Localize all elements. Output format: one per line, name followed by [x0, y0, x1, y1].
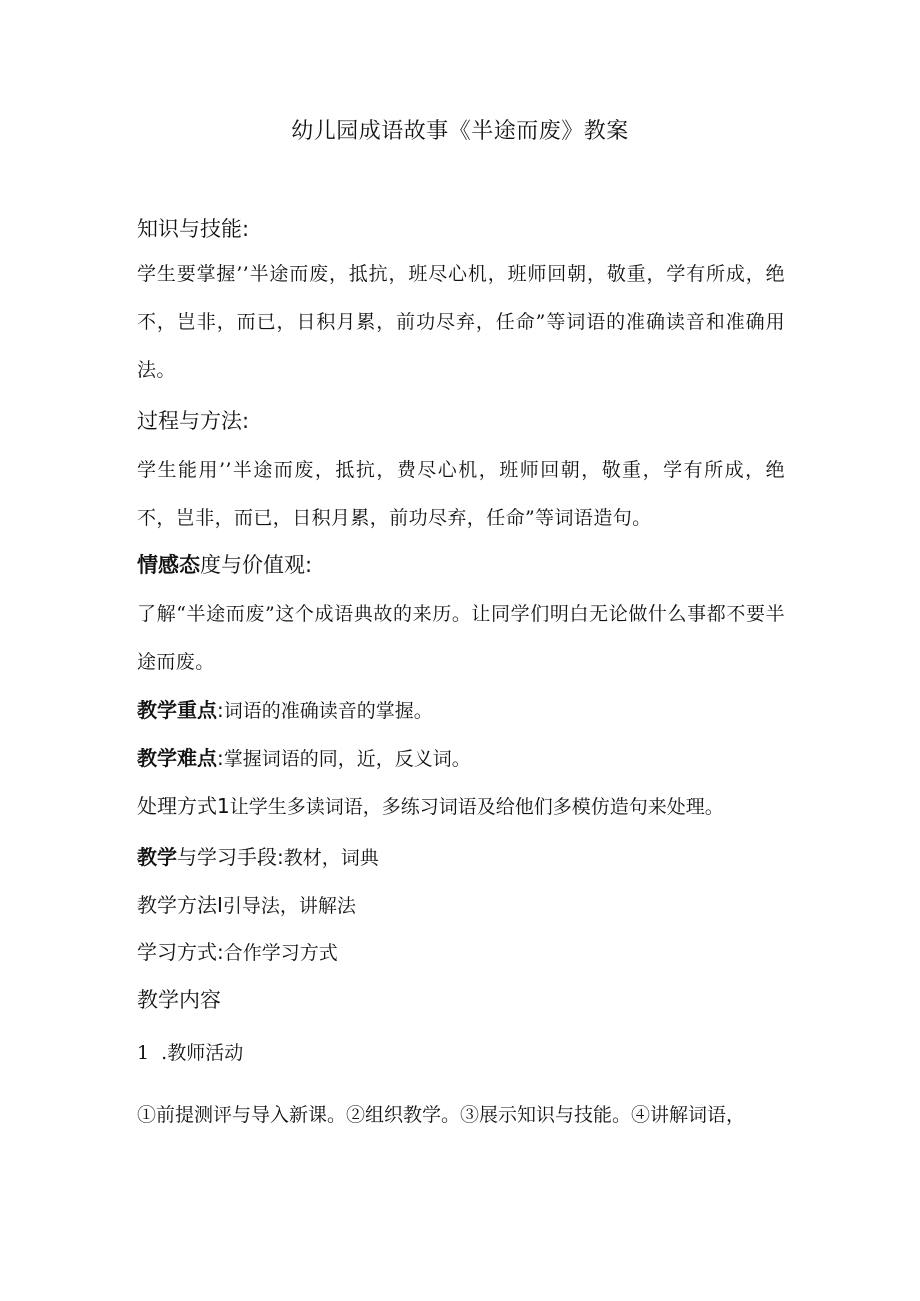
- emotion-heading-rest: 度与价值观:: [200, 553, 313, 577]
- handling-value: 让学生多读词语，多练习词语及给他们多模仿造句来处理。: [229, 796, 724, 818]
- means-block: [137, 842, 785, 873]
- content-heading: 教学内容: [137, 988, 221, 1012]
- process-heading-block: [137, 406, 785, 436]
- difficulty-block: [137, 743, 785, 774]
- difficulty-label: 教学难点:: [137, 746, 224, 770]
- emotion-heading: [137, 550, 785, 580]
- emotion-body: 了解“半途而废”这个成语典故的来历。让同学们明白无论做什么事都不要半途而废。: [137, 603, 785, 673]
- method-line: [137, 890, 785, 921]
- study-line: [137, 937, 785, 968]
- teacher-activity-label: 1 .教师活动: [137, 1042, 244, 1064]
- key-point-block: [137, 695, 785, 726]
- knowledge-body-block: [137, 250, 785, 394]
- key-point-line: [137, 695, 785, 726]
- handling-label: 处理方式1: [137, 794, 230, 818]
- teacher-activity-steps-block: [137, 1100, 785, 1130]
- process-body: 学生能用’’半途而废，抵抗，费尽心机，班师回朝，敬重，学有所成，绝不，岂非，而已，日积月累，前功尽弃，任命”等词语造句。: [137, 459, 785, 529]
- handling-block: [137, 791, 785, 822]
- key-point-label: 教学重点:: [137, 698, 224, 722]
- difficulty-line: [137, 743, 785, 774]
- handling-line: [137, 791, 785, 822]
- emotion-body-block: [137, 590, 785, 686]
- knowledge-body: 学生要掌握’’半途而废，抵抗，班尽心机，班师回朝，敬重，学有所成，绝不，岂非，而已，日积月累，前功尽弃，任命”等词语的准确读音和准确用法。: [137, 263, 785, 381]
- document-title: 幼儿园成语故事《半途而废》教案: [291, 119, 629, 144]
- content-heading-block: [137, 985, 785, 1015]
- teacher-activity-label-block: [137, 1038, 785, 1068]
- means-line: [137, 842, 785, 873]
- study-label: 学习方式:: [137, 940, 224, 964]
- process-heading: 过程与方法:: [137, 409, 250, 433]
- means-label: 教学与学习手段:: [137, 845, 284, 869]
- method-label: 教学方法I: [137, 893, 223, 917]
- process-body-block: [137, 446, 785, 542]
- knowledge-heading-block: [137, 214, 785, 244]
- emotion-heading-block: [137, 550, 785, 580]
- means-value: 教材，词典: [283, 847, 379, 869]
- difficulty-value: 掌握词语的同，近，反义词。: [223, 748, 471, 770]
- knowledge-heading: 知识与技能:: [137, 217, 250, 241]
- method-value: 引导法，讲解法: [222, 895, 356, 917]
- key-point-value: 词语的准确读音的掌握。: [223, 700, 433, 722]
- study-value: 合作学习方式: [223, 942, 338, 964]
- method-block: [137, 890, 785, 921]
- emotion-heading-bold: 情感态: [137, 553, 200, 577]
- teacher-activity-steps: ①前提测评与导入新课。②组织教学。③展示知识与技能。④讲解词语，: [137, 1104, 746, 1126]
- study-block: [137, 937, 785, 968]
